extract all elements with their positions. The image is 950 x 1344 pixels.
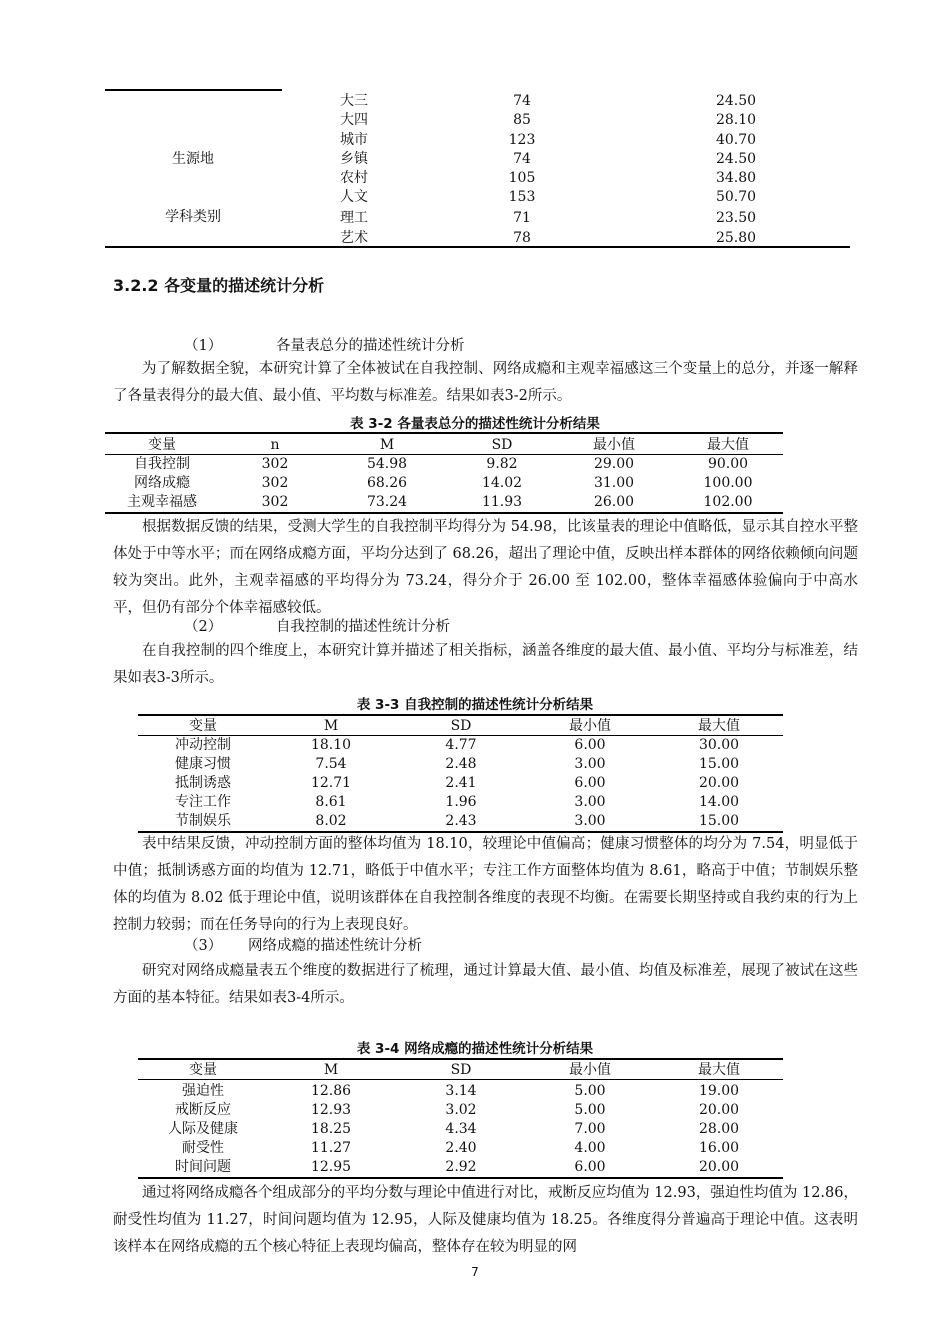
table-cell: 85	[513, 112, 531, 128]
table-top-rule	[138, 714, 783, 716]
table-cell: 3.00	[574, 794, 606, 810]
table-cell: 强迫性	[182, 1083, 224, 1099]
table-cell: 20.00	[698, 1102, 740, 1118]
table-header-cell: 最小值	[593, 437, 635, 453]
table-cell: 54.98	[366, 456, 408, 472]
table-cell: 15.00	[698, 813, 740, 829]
table-cell: 4.00	[574, 1140, 606, 1156]
table-cell: 73.24	[366, 494, 408, 510]
table-cell: 12.95	[310, 1159, 352, 1175]
table-cell: 8.02	[315, 813, 347, 829]
table-cell: 15.00	[698, 756, 740, 772]
paragraph: 研究对网络成瘾量表五个维度的数据进行了梳理，通过计算最大值、最小值、均值及标准差，展现了被试在这些方面的基本特征。结果如表3-4所示。	[113, 963, 858, 1006]
table-cell: 2.40	[445, 1140, 477, 1156]
table-cell: 3.00	[574, 756, 606, 772]
table-cell: 100.00	[703, 475, 753, 491]
paragraph: 表中结果反馈，冲动控制方面的整体均值为 18.10，较理论中值偏高；健康习惯整体的均分为 7.54，明显低于中值；抵制诱惑方面的均值为 12.71，略低于中值水平；专注工作方面整体均值为 8.61，略高于中值；节制娱乐整体的均值为 8.02 低于理论中值，说明该群体在自我控制各维度的表现不均衡。在需要长期坚持或自我约束的行为上控制力较弱；而在任务导向的行为上表现良好。	[113, 836, 858, 933]
table-caption: 表 3-2 各量表总分的描述性统计分析结果	[350, 416, 600, 432]
table-header-cell: M	[323, 718, 339, 734]
table-cell: 4.34	[445, 1121, 477, 1137]
table-cell: 302	[261, 475, 289, 491]
paragraph: 为了解数据全貌，本研究计算了全体被试在自我控制、网络成瘾和主观幸福感这三个变量上的总分，并逐一解释了各量表得分的最大值、最小值、平均数与标准差。结果如表3-2所示。	[113, 361, 858, 404]
table-header-cell: 最大值	[698, 718, 740, 734]
table-header-cell: 最大值	[698, 1062, 740, 1078]
table-cell: 28.10	[715, 112, 757, 128]
subsection-title: 自我控制的描述性统计分析	[276, 619, 450, 635]
subsection-number: （1）	[184, 338, 223, 354]
table-cell: 74	[513, 151, 531, 167]
table-cell: 大三	[340, 93, 368, 109]
subsection-number: （2）	[184, 619, 223, 635]
table-cell: 78	[513, 230, 531, 246]
table-cell: 28.00	[698, 1121, 740, 1137]
table-cell: 18.10	[310, 737, 352, 753]
table-cell: 105	[508, 170, 536, 186]
table-cell: 戒断反应	[175, 1102, 231, 1118]
table-cell: 2.43	[445, 813, 477, 829]
paragraph: 通过将网络成瘾各个组成部分的平均分数与理论中值进行对比，戒断反应均值为 12.93，强迫性均值为 12.86，耐受性均值为 11.27，时间问题均值为 12.95，人际及健康均值为 18.25。各维度得分普遍高于理论中值。这表明该样本在网络成瘾的五个核心特征上表现均偏高，整体存在较为明显的网	[113, 1185, 858, 1255]
table-cell: 7.54	[315, 756, 347, 772]
table-cell: 健康习惯	[175, 756, 231, 772]
table-cell: 74	[513, 93, 531, 109]
table-cell: 抵制诱惑	[175, 775, 231, 791]
group-label: 生源地	[172, 151, 214, 167]
table-caption: 表 3-4 网络成瘾的描述性统计分析结果	[356, 1041, 594, 1057]
table-cell: 71	[513, 210, 531, 226]
table-cell: 12.86	[310, 1083, 352, 1099]
table-header-cell: 最大值	[707, 437, 749, 453]
table-cell: 人文	[340, 189, 368, 205]
table-cell: 城市	[340, 132, 368, 148]
table-cell: 19.00	[698, 1083, 740, 1099]
table-cell: 6.00	[574, 737, 606, 753]
table-cell: 农村	[340, 170, 368, 186]
table-cell: 11.27	[310, 1140, 352, 1156]
table-cell: 34.80	[715, 170, 757, 186]
subsection-number: （3）	[184, 938, 223, 954]
table-group-divider	[105, 89, 282, 91]
table-cell: 12.71	[310, 775, 352, 791]
table-top-rule	[105, 432, 783, 434]
table-cell: 24.50	[715, 151, 757, 167]
table-cell: 2.48	[445, 756, 477, 772]
table-cell: 5.00	[574, 1083, 606, 1099]
table-cell: 102.00	[703, 494, 753, 510]
paragraph: 在自我控制的四个维度上，本研究计算并描述了相关指标，涵盖各维度的最大值、最小值、平均分与标准差，结果如表3-3所示。	[113, 643, 858, 686]
table-cell: 节制娱乐	[175, 813, 231, 829]
table-header-cell: 最小值	[569, 1062, 611, 1078]
table-bottom-rule	[138, 1177, 783, 1179]
table-header-cell: SD	[491, 437, 513, 453]
subsection-title: 网络成瘾的描述性统计分析	[248, 938, 422, 954]
table-cell: 31.00	[593, 475, 635, 491]
table-cell: 2.92	[445, 1159, 477, 1175]
table-cell: 专注工作	[175, 794, 231, 810]
table-header-cell: SD	[450, 718, 472, 734]
paragraph: 根据数据反馈的结果，受测大学生的自我控制平均得分为 54.98，比该量表的理论中值略低，显示其自控水平整体处于中等水平；而在网络成瘾方面，平均分达到了 68.26，超出了理论中值，反映出样本群体的网络依赖倾向问题较为突出。此外，主观幸福感的平均得分为 73.24，得分介于 26.00 至 102.00，整体幸福感体验偏向于中高水平，但仍有部分个体幸福感较低。	[113, 519, 858, 616]
table-cell: 8.61	[315, 794, 347, 810]
subsection-title: 各量表总分的描述性统计分析	[276, 338, 465, 354]
table-cell: 26.00	[593, 494, 635, 510]
table-cell: 29.00	[593, 456, 635, 472]
table-cell: 302	[261, 456, 289, 472]
table-cell: 24.50	[715, 93, 757, 109]
table-cell: 3.14	[445, 1083, 477, 1099]
table-cell: 18.25	[310, 1121, 352, 1137]
table-cell: 23.50	[715, 210, 757, 226]
table-header-rule	[138, 1079, 783, 1080]
table-cell: 30.00	[698, 737, 740, 753]
table-cell: 理工	[340, 210, 368, 226]
table-cell: 2.41	[445, 775, 477, 791]
table-cell: 网络成瘾	[134, 475, 190, 491]
table-cell: 人际及健康	[168, 1121, 238, 1137]
table-cell: 时间问题	[175, 1159, 231, 1175]
table-cell: 乡镇	[340, 151, 368, 167]
table-cell: 主观幸福感	[127, 494, 197, 510]
table-cell: 123	[508, 132, 536, 148]
table-header-cell: n	[270, 437, 280, 453]
table-header-cell: M	[323, 1062, 339, 1078]
table-cell: 302	[261, 494, 289, 510]
table-cell: 耐受性	[182, 1140, 224, 1156]
table-cell: 90.00	[707, 456, 749, 472]
section-heading: 3.2.2 各变量的描述统计分析	[113, 276, 325, 295]
table-cell: 16.00	[698, 1140, 740, 1156]
table-cell: 50.70	[715, 189, 757, 205]
table-cell: 14.00	[698, 794, 740, 810]
table-header-cell: SD	[450, 1062, 472, 1078]
table-top-rule	[138, 1058, 783, 1060]
table-cell: 68.26	[366, 475, 408, 491]
table-bottom-rule	[105, 246, 850, 248]
table-header-cell: 变量	[189, 1062, 217, 1078]
table-cell: 自我控制	[134, 456, 190, 472]
table-cell: 4.77	[445, 737, 477, 753]
table-cell: 1.96	[445, 794, 477, 810]
table-cell: 14.02	[481, 475, 523, 491]
table-cell: 5.00	[574, 1102, 606, 1118]
table-cell: 大四	[340, 112, 368, 128]
table-header-cell: M	[379, 437, 395, 453]
table-cell: 9.82	[486, 456, 518, 472]
table-cell: 20.00	[698, 775, 740, 791]
table-cell: 3.02	[445, 1102, 477, 1118]
table-header-cell: 最小值	[569, 718, 611, 734]
table-cell: 3.00	[574, 813, 606, 829]
table-header-cell: 变量	[189, 718, 217, 734]
table-cell: 40.70	[715, 132, 757, 148]
table-cell: 12.93	[310, 1102, 352, 1118]
table-caption: 表 3-3 自我控制的描述性统计分析结果	[356, 697, 594, 713]
table-cell: 艺术	[340, 230, 368, 246]
table-cell: 20.00	[698, 1159, 740, 1175]
group-label: 学科类别	[165, 209, 221, 225]
page-number: 7	[471, 1265, 479, 1279]
table-cell: 6.00	[574, 1159, 606, 1175]
table-cell: 25.80	[715, 230, 757, 246]
table-header-rule	[105, 454, 783, 455]
table-header-cell: 变量	[148, 437, 176, 453]
table-cell: 11.93	[481, 494, 523, 510]
table-cell: 153	[508, 189, 536, 205]
table-cell: 6.00	[574, 775, 606, 791]
table-cell: 冲动控制	[175, 737, 231, 753]
table-cell: 7.00	[574, 1121, 606, 1137]
